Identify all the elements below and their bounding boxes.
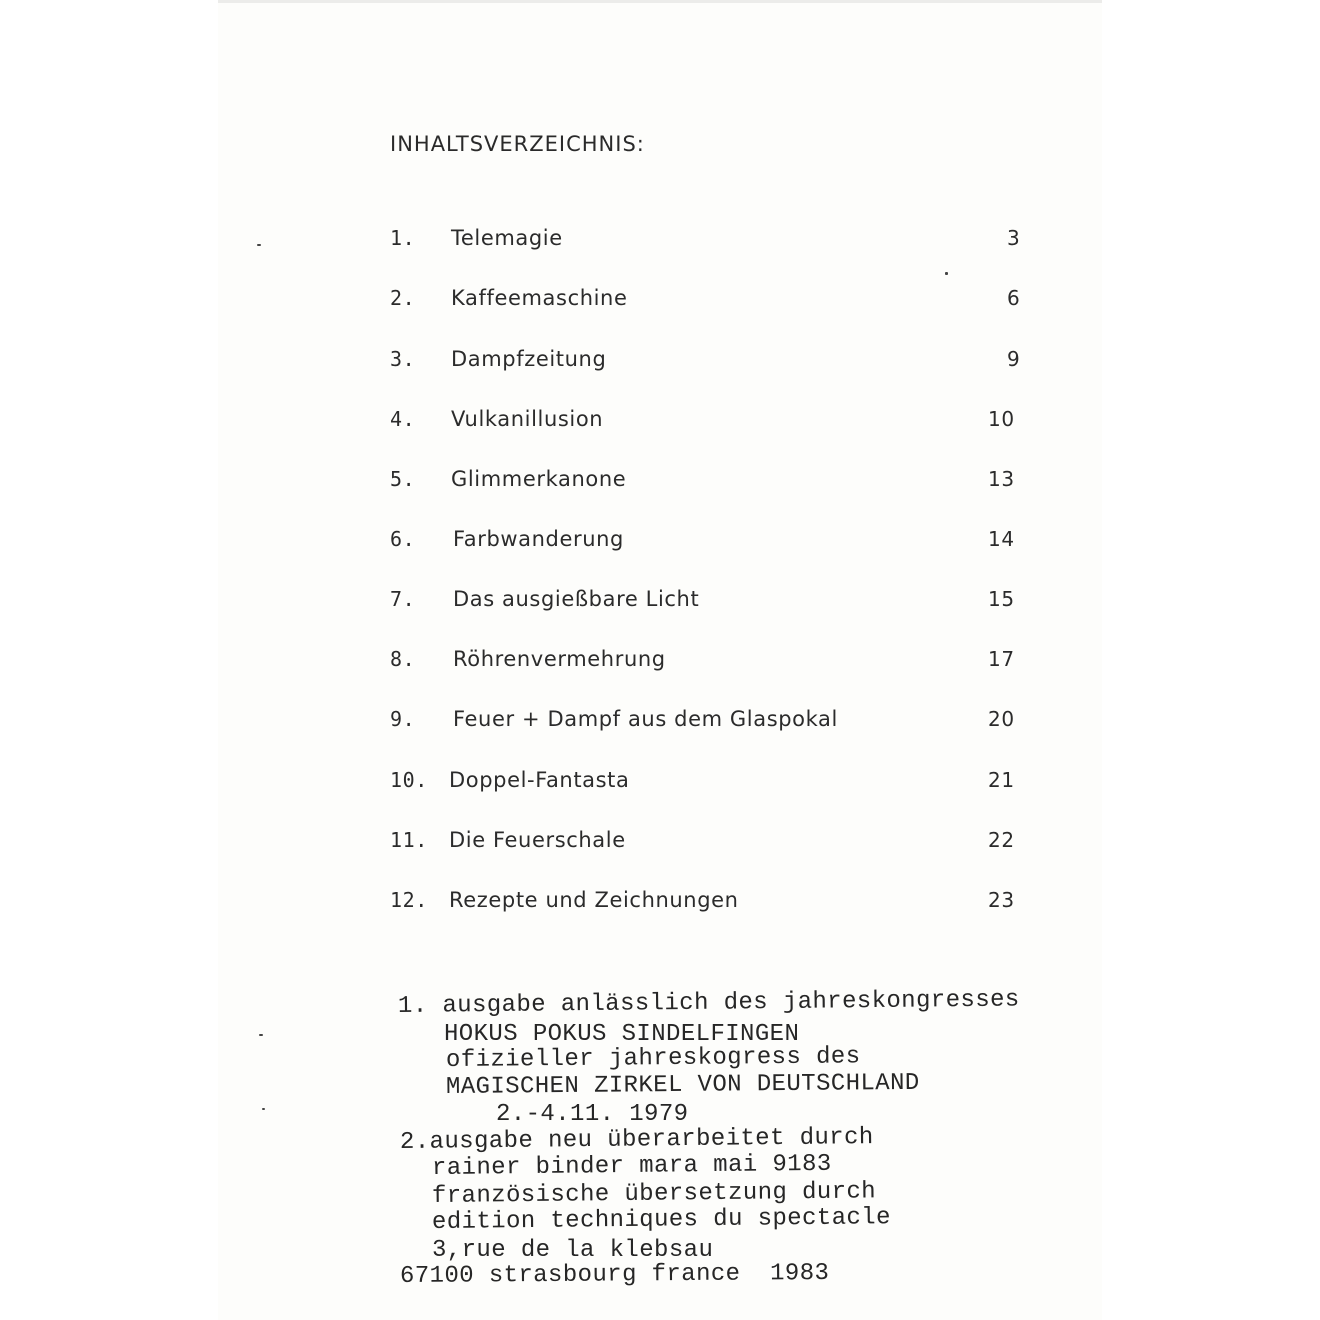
toc-entry-title: Doppel-Fantasta (449, 768, 630, 792)
edition-line: 3,rue de la klebsau (432, 1237, 714, 1264)
edition-line: ofizieller jahreskogress des (445, 1043, 861, 1074)
toc-entry-title: Die Feuerschale (449, 828, 626, 852)
toc-entry-number: 2. (390, 286, 416, 310)
toc-entry-title: Farbwanderung (453, 527, 624, 551)
toc-entry-page: 9 (1007, 347, 1021, 371)
toc-entry-number: 6. (390, 527, 416, 551)
toc-entry-number: 12. (390, 888, 428, 912)
edition-line: französische übersetzung durch (431, 1178, 877, 1210)
edition-line: HOKUS POKUS SINDELFINGEN (444, 1021, 800, 1048)
toc-entry-number: 8. (390, 647, 416, 671)
toc-entry-title: Glimmerkanone (451, 467, 627, 491)
toc-entry-page: 3 (1007, 226, 1021, 250)
toc-entry-page: 14 (988, 527, 1015, 551)
toc-entry-number: 3. (390, 347, 416, 371)
edition-line: rainer binder mara mai 9183 (431, 1150, 832, 1182)
toc-entry-page: 6 (1007, 286, 1021, 310)
toc-entry-number: 10. (390, 768, 428, 792)
edition-line: 2.ausgabe neu überarbeitet durch (399, 1124, 874, 1156)
toc-entry-number: 1. (390, 226, 416, 250)
toc-entry-title: Dampfzeitung (451, 347, 607, 371)
toc-entry-title: Kaffeemaschine (451, 286, 628, 310)
toc-entry-number: 7. (390, 587, 416, 611)
toc-entry-number: 4. (390, 407, 416, 431)
toc-entry-title: Röhrenvermehrung (453, 647, 666, 671)
toc-entry-number: 9. (390, 707, 416, 731)
edition-line: MAGISCHEN ZIRKEL VON DEUTSCHLAND (445, 1069, 920, 1101)
edition-line: edition techniques du spectacle (431, 1204, 891, 1236)
toc-entry-number: 5. (390, 467, 416, 491)
toc-entry-title: Vulkanillusion (451, 407, 604, 431)
edition-line: 2.-4.11. 1979 (496, 1101, 689, 1128)
toc-entry-title: Das ausgießbare Licht (453, 587, 700, 611)
toc-entry-page: 20 (988, 707, 1015, 731)
toc-entry-page: 13 (988, 467, 1015, 491)
toc-entry-number: 11. (390, 828, 428, 852)
toc-entry-title: Feuer + Dampf aus dem Glaspokal (453, 707, 838, 731)
toc-entry-page: 23 (988, 888, 1015, 912)
toc-entry-page: 15 (988, 587, 1015, 611)
toc-entry-title: Rezepte und Zeichnungen (449, 888, 739, 912)
edition-line: 67100 strasbourg france 1983 (399, 1260, 830, 1290)
toc-entry-page: 17 (988, 647, 1015, 671)
toc-entry-page: 21 (988, 768, 1015, 792)
edition-line: 1. ausgabe anlässlich des jahreskongresses (397, 986, 1020, 1020)
toc-entry-page: 10 (988, 407, 1015, 431)
toc-entry-page: 22 (988, 828, 1015, 852)
toc-entry-title: Telemagie (451, 226, 563, 250)
toc-title: INHALTSVERZEICHNIS: (390, 132, 645, 156)
